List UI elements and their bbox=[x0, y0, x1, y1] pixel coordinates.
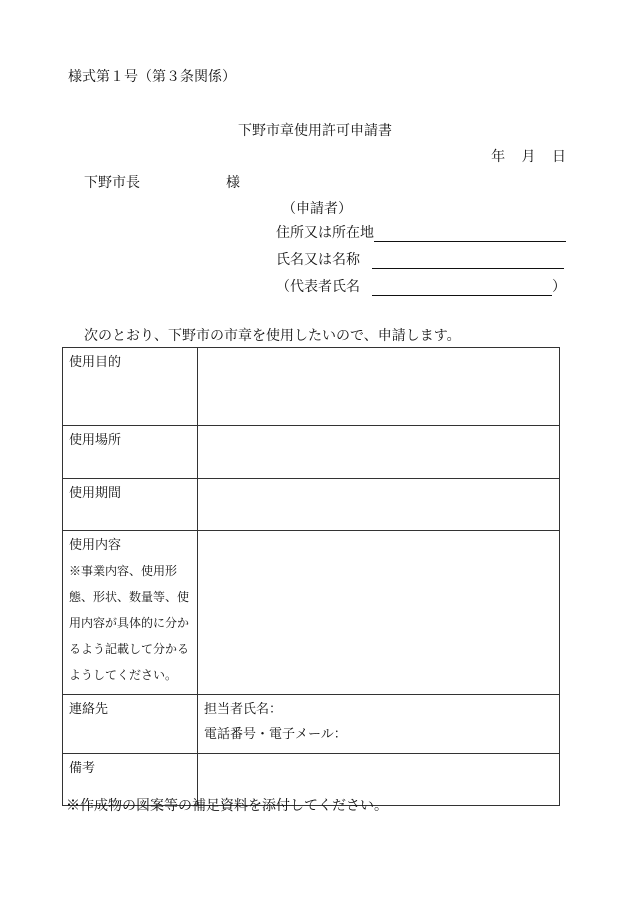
place-field[interactable] bbox=[198, 426, 560, 479]
applicant-address-row bbox=[276, 222, 566, 242]
applicant-name-label: 氏名又は名称 bbox=[276, 252, 360, 268]
purpose-field[interactable] bbox=[198, 348, 560, 426]
addressee-honorific: 様 bbox=[226, 175, 240, 191]
period-label: 使用期間 bbox=[63, 479, 198, 531]
table-row bbox=[63, 695, 560, 754]
applicant-name-row bbox=[276, 249, 564, 269]
table-row bbox=[63, 479, 560, 531]
table-row bbox=[63, 426, 560, 479]
representative-close-paren: ） bbox=[552, 279, 566, 295]
representative-field[interactable] bbox=[372, 279, 552, 296]
content-cell bbox=[63, 531, 198, 695]
footer-note: ※作成物の図案等の補足資料を添付してください。 bbox=[66, 798, 388, 814]
content-label: 使用内容 bbox=[69, 538, 122, 553]
applicant-heading: （申請者） bbox=[282, 201, 352, 217]
contact-person-label: 担当者氏名： bbox=[204, 702, 283, 717]
intro-text: 次のとおり、下野市の市章を使用したいので、申請します。 bbox=[84, 328, 461, 344]
document-title: 下野市章使用許可申請書 bbox=[238, 123, 392, 139]
addressee-name: 下野市長 bbox=[84, 175, 140, 191]
content-note: ※事業内容、使用形態、形状、数量等、使用内容が具体的に分かるよう記載して分かるようしてください。 bbox=[69, 564, 190, 682]
date-line: 年 月 日 bbox=[491, 149, 566, 165]
form-number: 様式第１号（第３条関係） bbox=[68, 69, 236, 85]
period-field[interactable] bbox=[198, 479, 560, 531]
applicant-address-field[interactable] bbox=[374, 225, 566, 242]
table-row bbox=[63, 531, 560, 695]
place-label: 使用場所 bbox=[63, 426, 198, 479]
table-row bbox=[63, 348, 560, 426]
remarks-label: 備考 bbox=[63, 754, 198, 806]
purpose-label: 使用目的 bbox=[63, 348, 198, 426]
contact-phone-label: 電話番号・電子メール： bbox=[204, 727, 347, 742]
addressee bbox=[84, 172, 240, 192]
applicant-name-field[interactable] bbox=[372, 252, 564, 269]
application-table bbox=[62, 347, 560, 806]
representative-label: （代表者氏名 bbox=[276, 279, 360, 295]
applicant-address-label: 住所又は所在地 bbox=[276, 225, 374, 241]
contact-label: 連絡先 bbox=[63, 695, 198, 754]
contact-cell[interactable] bbox=[198, 695, 560, 754]
representative-row bbox=[276, 276, 566, 296]
content-field[interactable] bbox=[198, 531, 560, 695]
